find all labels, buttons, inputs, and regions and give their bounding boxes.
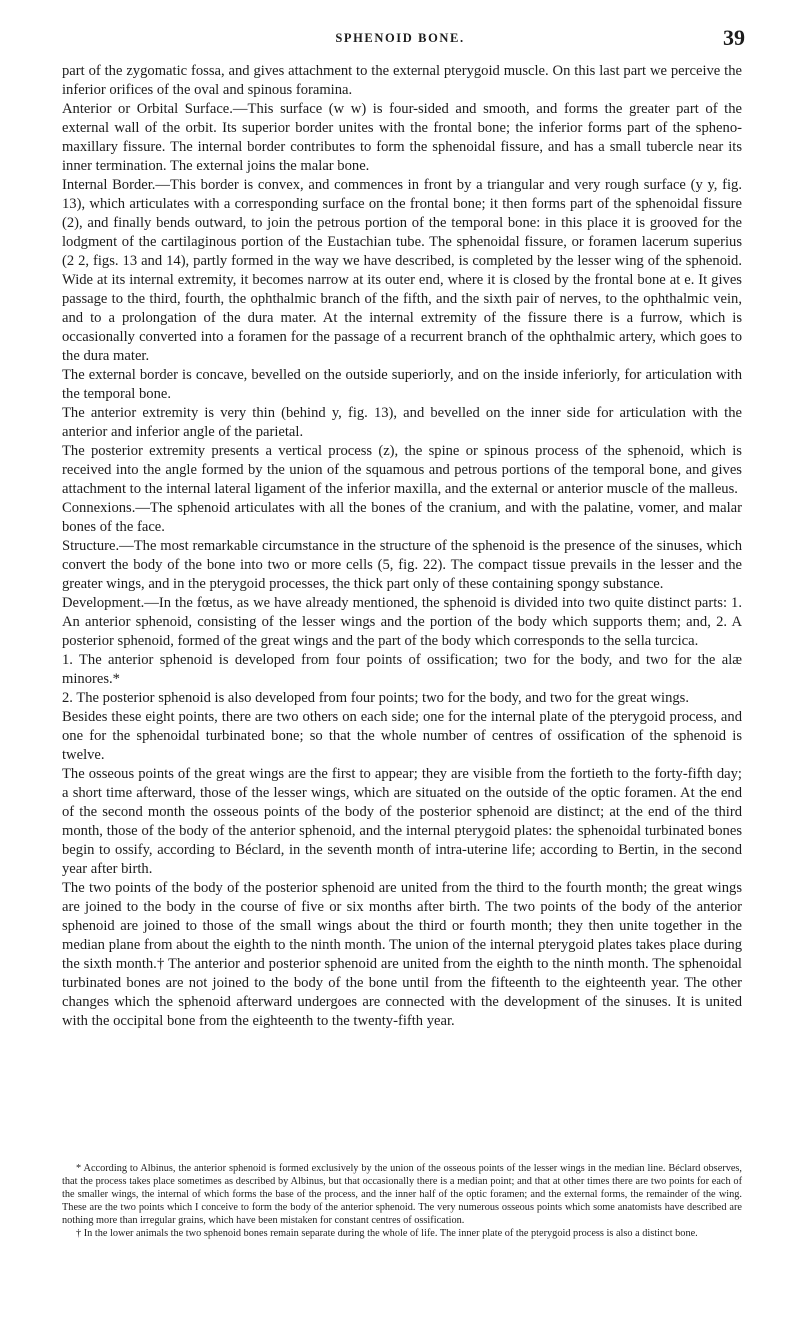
paragraph-ossification-timing: The osseous points of the great wings are the first to appear; they are visible from the fortieth to the forty-fifth day; a short time afterward, those of the lesser wings, which are situated on the outside of the optic foramen. At the end of the second month the osseous points of the body of the posterior sphenoid are distinct; at the end of the third month, those of the body of the anterior sphenoid, and the internal pterygoid plates: the sphenoidal turbinated bones begin to ossify, according to Béclard, in the seventh month of intra-uterine life; according to Bertin, in the second year after birth. [62,766,742,877]
paragraph-external-border: The external border is concave, bevelled on the outside superiorly, and on the inside inferiorly, for articulation with the temporal bone. [62,367,742,402]
paragraph-internal-border: Internal Border.—This border is convex, and commences in front by a triangular and very rough surface (y y, fig. 13), which articulates with a corresponding surface on the frontal bone; it then forms part of the sphenoidal fissure (2), and finally bends outward, to join the petrous portion of the temporal bone: in this place it is grooved for the lodgment of the cartilaginous portion of the Eustachian tube. The sphenoidal fissure, or foramen lacerum superius (2 2, figs. 13 and 14), partly formed in the way we have described, is completed by the lesser wing of the sphenoid. Wide at its internal extremity, it becomes narrow at its outer end, where it is closed by the frontal bone at e. It gives passage to the third, fourth, the ophthalmic branch of the fifth, and the sixth pair of nerves, to the ophthalmic vein, and to a prolongation of the dura mater. At the internal extremity of the fissure there is a furrow, which is occasionally converted into a foramen for the passage of a recurrent branch of the ophthalmic artery, which goes to the dura mater. [62,177,742,364]
footnote-albinus: * According to Albinus, the anterior sphenoid is formed exclusively by the union of the osseous points of the lesser wings in the median line. Béclard observes, that the process takes place sometimes as described by Albinus, but that occasionally there is a median point; and that at other times there are two points for each of the smaller wings, the internal of which forms the base of the process, and the inner half of the optic foramen; and the external forms, the remainder of the wing. These are the two points which I conceive to form the body of the anterior sphenoid. The very numerous osseous points which some anatomists have described are nothing more than irregular grains, which have been mistaken for constant centres of ossification. [62,1163,742,1226]
paragraph-posterior-extremity: The posterior extremity presents a vertical process (z), the spine or spinous process of the sphenoid, which is received into the angle formed by the union of the squamous and petrous portions of the temporal bone, and gives attachment to the internal lateral ligament of the inferior maxilla, and the external or anterior muscle of the malleus. [62,443,742,497]
footnotes [62,1162,742,1240]
main-text [62,62,742,1031]
running-head [0,25,800,51]
paragraph-anterior-extremity: The anterior extremity is very thin (behind y, fig. 13), and bevelled on the inner side for articulation with the anterior and inferior angle of the parietal. [62,405,742,440]
paragraph-extra-points: Besides these eight points, there are two others on each side; one for the internal plate of the pterygoid process, and one for the sphenoidal turbinated bone; so that the whole number of centres of ossification of the sphenoid is twelve. [62,709,742,763]
paragraph-connexions: Connexions.—The sphenoid articulates with all the bones of the cranium, and with the palatine, vomer, and malar bones of the face. [62,500,742,535]
paragraph-anterior-sphenoid: 1. The anterior sphenoid is developed from four points of ossification; two for the body, and two for the alæ minores.* [62,652,742,687]
paragraph-structure: Structure.—The most remarkable circumstance in the structure of the sphenoid is the presence of the sinuses, which convert the body of the bone into two or more cells (5, fig. 22). The compact tissue prevails in the lesser and the greater wings, and in the pterygoid processes, the thick part only of these containing spongy substance. [62,538,742,592]
paragraph-orbital-surface: Anterior or Orbital Surface.—This surface (w w) is four-sided and smooth, and forms the greater part of the external wall of the orbit. Its superior border unites with the frontal bone; the inferior forms part of the spheno-maxillary fissure. The internal border contributes to form the sphenoidal fissure, and has a small tubercle near its inner termination. The external joins the malar bone. [62,101,742,174]
paragraph: part of the zygomatic fossa, and gives attachment to the external pterygoid muscle. On this last part we perceive the inferior orifices of the oval and spinous foramina. [62,63,742,98]
paragraph-union-timing: The two points of the body of the posterior sphenoid are united from the third to the fourth month; the great wings are joined to the body in the course of five or six months after birth. The two points of the body of the anterior sphenoid are joined to those of the small wings about the third or fourth month; they then unite together in the median plane from about the eighth to the ninth month. The union of the internal pterygoid plates takes place during the sixth month.† The anterior and posterior sphenoid are united from the eighth to the ninth month. The sphenoidal turbinated bones are not joined to the body of the bone until from the fifteenth to the eighteenth year. The other changes which the sphenoid afterward undergoes are connected with the development of the sinuses. It is united with the occipital bone from the eighteenth to the twenty-fifth year. [62,880,742,1029]
footnote-lower-animals: † In the lower animals the two sphenoid bones remain separate during the whole of life. The inner plate of the pterygoid process is also a distinct bone. [76,1228,698,1239]
paragraph-posterior-sphenoid: 2. The posterior sphenoid is also developed from four points; two for the body, and two for the great wings. [62,690,690,706]
paragraph-development: Development.—In the fœtus, as we have already mentioned, the sphenoid is divided into two quite distinct parts: 1. An anterior sphenoid, consisting of the lesser wings and the portion of the body which supports them; and, 2. A posterior sphenoid, formed of the great wings and the part of the body which corresponds to the sella turcica. [62,595,742,649]
running-title: SPHENOID BONE. [335,31,465,45]
page-number: 39 [723,25,745,50]
